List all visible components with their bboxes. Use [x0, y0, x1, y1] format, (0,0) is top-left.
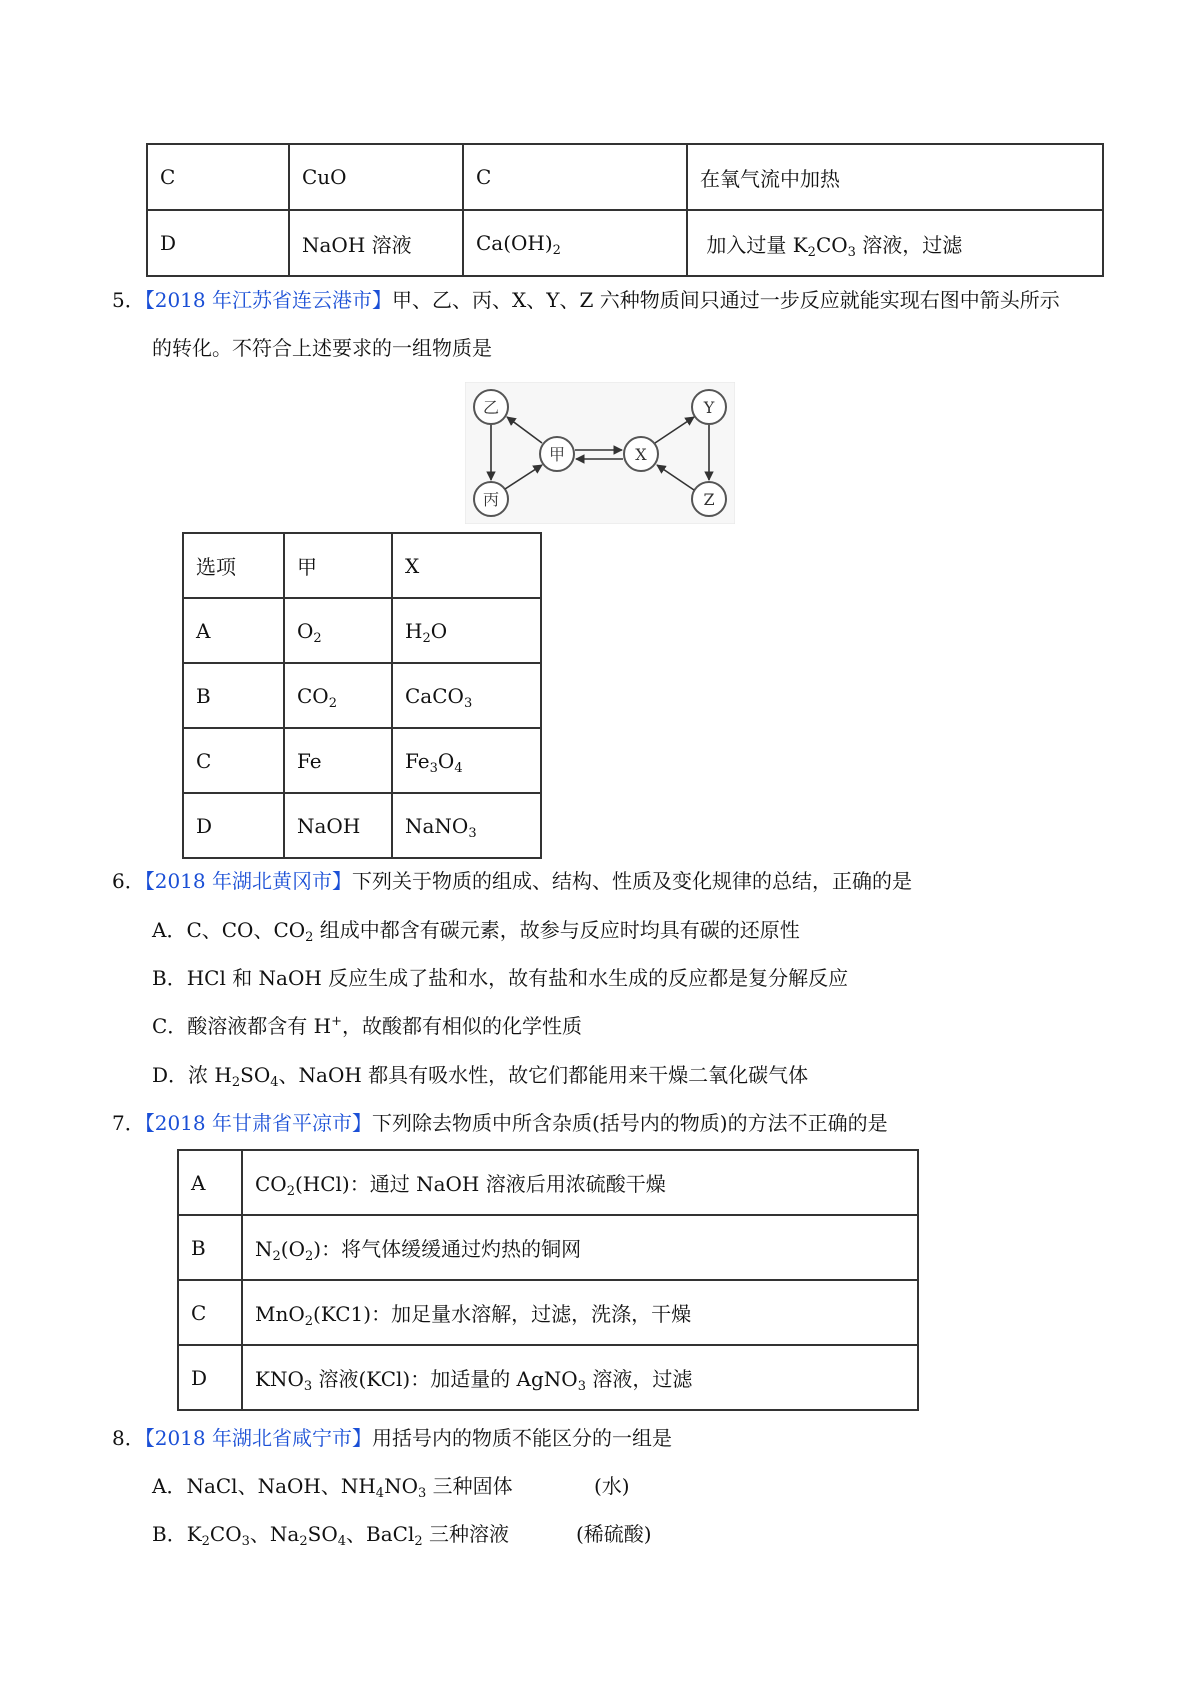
table-header-cell: X [392, 533, 541, 598]
question-8-option-a-reagent: (水) [594, 1474, 630, 1498]
question-6-option-a [152, 916, 800, 944]
subscript: 2 [304, 1249, 314, 1264]
question-text: 下列除去物质中所含杂质(括号内的物质)的方法不正确的是 [372, 1111, 888, 1135]
formula-text: Fe [405, 748, 430, 773]
option-text: D．浓 H [152, 1063, 232, 1087]
formula-text: CaCO [405, 683, 464, 708]
subscript: 3 [303, 1379, 313, 1394]
method-text: (HCl)：通过 NaOH 溶液后用浓硫酸干燥 [294, 1172, 666, 1196]
subscript: 2 [231, 1075, 241, 1090]
question-source: 【2018 年湖北省咸宁市】 [144, 1426, 372, 1450]
table-row [183, 793, 541, 858]
option-text: C．酸溶液都含有 H [152, 1014, 332, 1038]
method-text: (O [280, 1237, 305, 1261]
table-row [183, 663, 541, 728]
table-cell [392, 728, 541, 793]
table-row [178, 1150, 918, 1215]
subscript: 2 [201, 1534, 210, 1549]
table-row [183, 728, 541, 793]
question-source: 【2018 年甘肃省平凉市】 [144, 1111, 372, 1135]
question-6-option-d [152, 1061, 808, 1089]
subscript: 2 [304, 1314, 314, 1329]
table-q4-continuation [146, 143, 1104, 277]
table-cell [392, 663, 541, 728]
question-source: 【2018 年江苏省连云港市】 [144, 288, 392, 312]
subscript: 2 [313, 630, 322, 646]
table-header-cell: 甲 [284, 533, 392, 598]
node-label: Z [703, 490, 715, 509]
table-cell [242, 1215, 918, 1280]
table-cell [392, 793, 541, 858]
table-row [178, 1280, 918, 1345]
option-text: 、NaOH 都具有吸水性，故它们都能用来干燥二氧化碳气体 [278, 1063, 809, 1087]
node-label: X [635, 445, 647, 464]
subscript: 2 [807, 244, 816, 260]
table-cell: C [147, 144, 289, 210]
question-8-option-b [152, 1520, 509, 1548]
option-text: 、BaCl [346, 1522, 415, 1546]
question-8-option-a [152, 1472, 513, 1500]
question-6-option-b: B．HCl 和 NaOH 反应生成了盐和水，故有盐和水生成的反应都是复分解反应 [152, 966, 849, 990]
option-text: A．NaCl、NaOH、NH [152, 1474, 376, 1498]
superscript: + [331, 1014, 343, 1029]
subscript: 2 [552, 243, 561, 258]
option-text: 组成中都含有碳元素，故参与反应时均具有碳的还原性 [313, 918, 800, 942]
subscript: 2 [422, 630, 431, 646]
subscript: 2 [286, 1184, 295, 1199]
subscript: 3 [468, 825, 477, 841]
node-label: 丙 [482, 490, 500, 509]
table-cell: C [178, 1280, 242, 1345]
subscript: 3 [577, 1379, 586, 1394]
table-cell: Fe [284, 728, 392, 793]
table-cell: D [178, 1345, 242, 1410]
table-cell [392, 598, 541, 663]
option-text: 三种溶液 [422, 1522, 509, 1546]
table-cell [242, 1345, 918, 1410]
question-number: 7． [112, 1111, 145, 1135]
method-text: 溶液，过滤 [855, 232, 963, 257]
option-text: ，故酸都有相似的化学性质 [342, 1014, 583, 1038]
question-text: 下列关于物质的组成、结构、性质及变化规律的总结，正确的是 [352, 869, 912, 893]
table-row [147, 144, 1103, 210]
method-text: )：将气体缓缓通过灼热的铜网 [313, 1237, 582, 1261]
formula-text: CO [297, 683, 329, 708]
table-cell: 在氧气流中加热 [687, 144, 1103, 210]
question-text: 甲、乙、丙、X、Y、Z 六种物质间只通过一步反应就能实现右图中箭头所示 [392, 288, 1060, 312]
question-7-stem [112, 1109, 888, 1137]
table-cell: A [183, 598, 284, 663]
table-row [147, 210, 1103, 276]
table-cell: C [463, 144, 687, 210]
option-text: B．K [152, 1522, 202, 1546]
subscript: 3 [429, 760, 438, 776]
table-q5-options [182, 532, 542, 859]
option-text: SO [307, 1522, 338, 1546]
table-cell: C [183, 728, 284, 793]
formula-text: O [437, 748, 455, 773]
question-8-stem [112, 1424, 672, 1452]
subscript: 4 [375, 1486, 385, 1501]
formula-text: H [405, 618, 423, 643]
subscript: 2 [414, 1534, 423, 1549]
formula-text: N [255, 1237, 273, 1261]
question-number: 5． [112, 288, 145, 312]
question-5-stem [112, 286, 1060, 314]
formula-text: Ca(OH) [476, 231, 553, 255]
question-6-option-c [152, 1012, 582, 1040]
node-label: 乙 [482, 398, 500, 417]
formula-text: KNO [255, 1367, 304, 1391]
table-cell [463, 210, 687, 276]
table-cell: A [178, 1150, 242, 1215]
subscript: 4 [454, 760, 463, 776]
table-row [178, 1345, 918, 1410]
formula-text: O [430, 618, 448, 643]
table-cell: B [178, 1215, 242, 1280]
table-cell [242, 1280, 918, 1345]
table-cell: D [147, 210, 289, 276]
formula-text: O [297, 618, 314, 643]
subscript: 2 [299, 1534, 308, 1549]
table-header-row [183, 533, 541, 598]
option-text: NO [384, 1474, 418, 1498]
question-source: 【2018 年湖北黄冈市】 [144, 869, 352, 893]
question-number: 8． [112, 1426, 145, 1450]
question-text: 用括号内的物质不能区分的一组是 [372, 1426, 672, 1450]
subscript: 3 [417, 1486, 427, 1501]
subscript: 2 [305, 930, 314, 945]
question-6-stem [112, 867, 912, 895]
table-header-cell: 选项 [183, 533, 284, 598]
question-number: 6． [112, 869, 145, 893]
option-text: SO [240, 1063, 271, 1087]
node-label: 甲 [548, 445, 566, 464]
option-text: 三种固体 [426, 1474, 513, 1498]
subscript: 3 [847, 244, 856, 260]
option-text: CO [209, 1522, 242, 1546]
table-cell: D [183, 793, 284, 858]
method-text: CO [815, 232, 848, 257]
method-text: 加入过量 K [706, 232, 808, 257]
table-cell: B [183, 663, 284, 728]
table-cell: NaOH 溶液 [289, 210, 463, 276]
formula-text: CO [255, 1172, 287, 1196]
option-text: 、Na [249, 1522, 300, 1546]
method-text: (KC1)：加足量水溶解，过滤，洗涤，干燥 [313, 1302, 692, 1326]
table-cell [687, 210, 1103, 276]
method-text: 溶液(KCl)：加适量的 AgNO [312, 1367, 578, 1391]
subscript: 3 [463, 695, 473, 711]
table-cell: NaOH [284, 793, 392, 858]
subscript: 2 [272, 1249, 281, 1264]
subscript: 4 [270, 1075, 279, 1090]
table-cell: CuO [289, 144, 463, 210]
reaction-diagram [465, 382, 735, 524]
table-row [178, 1215, 918, 1280]
table-q7-options [177, 1149, 919, 1411]
option-text: A．C、CO、CO [152, 918, 306, 942]
formula-text: NaNO [405, 813, 469, 838]
question-8-option-b-reagent: (稀硫酸) [576, 1522, 652, 1546]
method-text: 溶液，过滤 [585, 1367, 693, 1391]
subscript: 4 [337, 1534, 347, 1549]
node-label: Y [703, 398, 715, 417]
subscript: 3 [241, 1534, 250, 1549]
question-5-stem-line2: 的转化。不符合上述要求的一组物质是 [152, 336, 492, 360]
table-cell [284, 598, 392, 663]
subscript: 2 [328, 695, 337, 711]
formula-text: MnO [255, 1302, 305, 1326]
table-row [183, 598, 541, 663]
table-cell [242, 1150, 918, 1215]
table-cell [284, 663, 392, 728]
